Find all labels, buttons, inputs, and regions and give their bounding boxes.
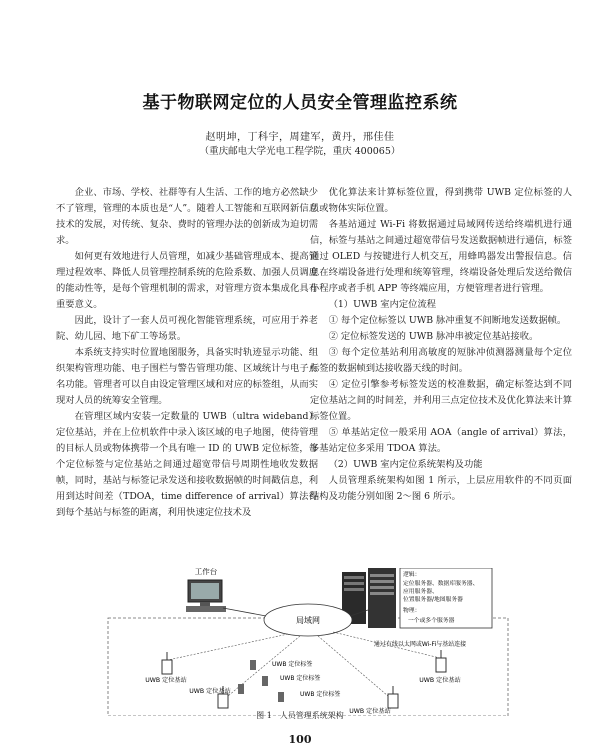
page-number: 100 xyxy=(288,733,312,746)
left-column xyxy=(56,185,318,521)
paragraph: ① 每个定位标签以 UWB 脉冲重复不间断地发送数据帧。 xyxy=(328,315,567,326)
system-architecture-figure xyxy=(88,568,528,716)
paragraph: 本系统支持实时位置地图服务，具备实时轨迹显示功能、组织架构管理功能、电子围栏与警告管理功能、区域统计与电子点名功能。管理者可以自由设定管理区域和对应的标签组，从而实现对人员的统筹安全管理。 xyxy=(56,347,318,406)
tag-label: UWB 定位标签 xyxy=(300,691,341,698)
lan-label: 局域网 xyxy=(296,616,320,625)
tag-icon xyxy=(262,676,268,686)
author-list: 赵明坤，丁科宇，周建军，黄丹，邢佳佳 xyxy=(205,132,395,143)
link-note: 通过有线以太网或Wi-Fi与基站连接 xyxy=(373,641,467,648)
tag-icon xyxy=(278,692,284,702)
paper-title: 基于物联网定位的人员安全管理监控系统 xyxy=(142,93,458,113)
paragraph: ④ 定位引擎参考标签发送的校准数据，确定标签达到不同定位基站之间的时间差，并利用三点定位技术及优化算法来计算标签位置。 xyxy=(310,379,572,422)
tag-label: UWB 定位标签 xyxy=(280,675,321,682)
paragraph: ⑤ 单基站定位一般采用 AOA（angle of arrival）算法，多基站定位多采用 TDOA 算法。 xyxy=(310,427,572,454)
paragraph: 在管理区域内安装一定数量的 UWB（ultra wideband）定位基站，并在上位机软件中录入该区域的电子地图，使待管理的目标人员或物体携带一个具有唯一 ID 的 UWB 定位标签，每个定位标签与定位基站之间通过超宽带信号周期性地收发数据帧，同时，基站与标签记录发送和接收数据帧的时间戳信息，利用到达时间差（TDOA，time difference of arrival）算法得到每个基站与标签的距离，利用快速定位技术及 xyxy=(56,411,318,518)
right-column xyxy=(310,185,572,505)
base-station-label: UWB 定位基站 xyxy=(349,708,391,715)
base-station-icon xyxy=(162,652,172,674)
server-description: 逻辑： 定位服务器、数据库服务器、 应用服务器、 位置服务器/地图服务器 物理： 一个或多个服务器 xyxy=(403,572,479,624)
paragraph: ③ 每个定位基站利用高敏度的短脉冲侦测器测量每个定位标签的数据帧到达接收器天线的时间。 xyxy=(310,347,572,374)
paragraph: ② 定位标签发送的 UWB 脉冲串被定位基站接收。 xyxy=(328,331,539,342)
base-station-label: UWB 定位基站 xyxy=(419,677,461,684)
figure-caption: 图 1 人员管理系统架构 xyxy=(256,711,344,720)
tag-icon xyxy=(238,684,244,694)
paragraph: 企业、市场、学校、社群等有人生活、工作的地方必然缺少不了管理，管理的本质也是“人”。随着人工智能和互联网新信息技术的发展，对传统、复杂、费时的管理办法的创新成为迫切需求。 xyxy=(56,187,318,246)
paragraph: 因此，设计了一套人员可视化智能管理系统，可应用于养老院、幼儿园、地下矿工等场景。 xyxy=(56,315,318,342)
paragraph: 各基站通过 Wi-Fi 将数据通过局域网传送给终端机进行通信，标签与基站之间通过超宽带信号发送数据帧进行通信，标签通过 OLED 与按键进行人机交互，用蜂鸣器发出警报信息。信息在终端设备进行处理和统筹管理，终端设备处理后发送给微信小程序或者手机 APP 等终端应用，方便管理者进行管理。 xyxy=(310,219,572,294)
tag-icon xyxy=(250,660,256,670)
workstation-icon xyxy=(186,580,226,612)
base-station-label: UWB 定位基站 xyxy=(189,688,231,695)
base-station-icon xyxy=(436,650,446,672)
paragraph: 人员管理系统架构如图 1 所示，上层应用软件的不同页面结构及功能分别如图 2～图 6 所示。 xyxy=(310,475,572,502)
tag-label: UWB 定位标签 xyxy=(272,661,313,668)
base-station-label: UWB 定位基站 xyxy=(145,677,187,684)
paragraph: 优化算法来计算标签位置，得到携带 UWB 定位标签的人员或物体实际位置。 xyxy=(310,187,572,214)
section-heading: （2）UWB 室内定位系统架构及功能 xyxy=(328,459,483,470)
paragraph: 如何更有效地进行人员管理，如减少基础管理成本、提高管理过程效率、降低人员管理控制系统的危险系数、加强人员调度的能动性等，是每个管理机制的需求，对管理方资本集成化具有重要意义。 xyxy=(56,251,318,310)
affiliation: （重庆邮电大学光电工程学院，重庆 400065） xyxy=(199,146,401,157)
section-heading: （1）UWB 室内定位流程 xyxy=(328,299,437,310)
base-station-icon xyxy=(388,686,398,708)
workstation-label: 工作台 xyxy=(194,568,218,576)
